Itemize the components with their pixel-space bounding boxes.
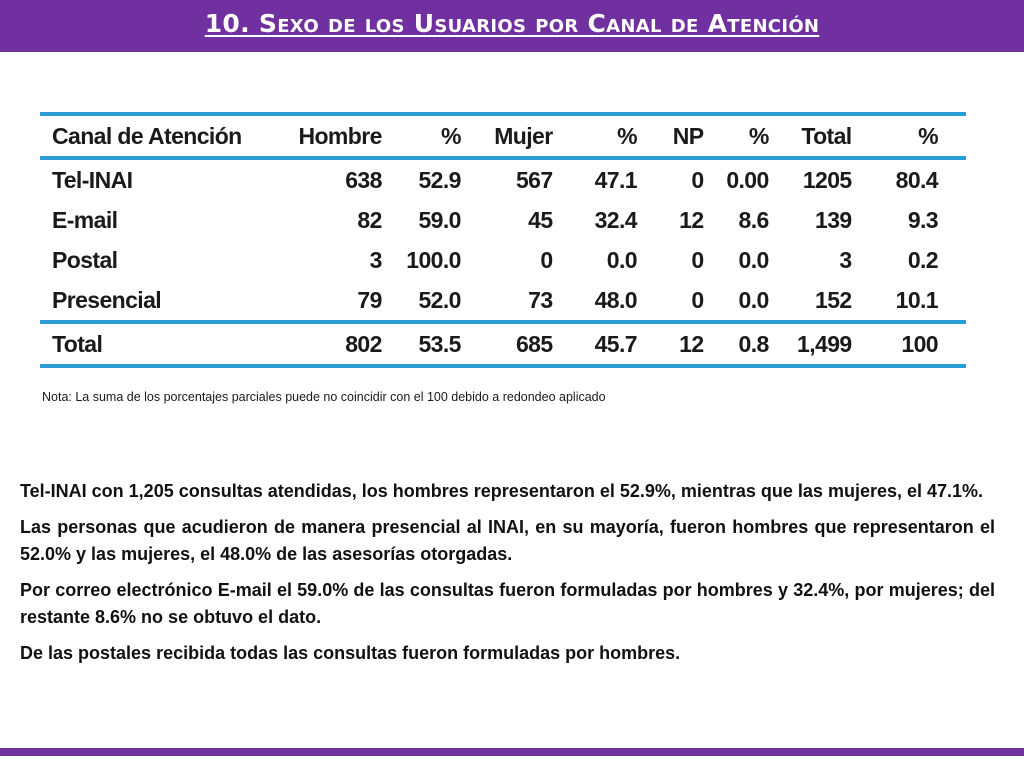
column-header: NP [637,114,704,158]
table-cell: 0.0 [738,246,769,273]
table-cell: 53.5 [382,322,461,366]
table-cell: 48.0 [594,286,637,313]
table-cell: 0 [691,246,704,273]
title-bar [0,0,1024,52]
table-cell: 0 [691,166,704,193]
table-cell: 52.0 [418,286,461,313]
table-cell: 100.0 [406,246,461,273]
table-cell: 567 [515,166,553,193]
paragraph: De las postales recibida todas las consultas fueron formuladas por hombres. [20,643,681,663]
table-cell: 52.9 [418,166,461,193]
paragraph: Tel-INAI con 1,205 consultas atendidas, los hombres representaron el 52.9%, mientras que las mujeres, el 47.1%. [20,481,984,501]
table-cell: 82 [357,206,382,233]
table-header-row [40,114,966,158]
table-cell: 45.7 [553,322,637,366]
table-cell: 3 [369,246,382,273]
table-total-row [40,322,966,366]
table-cell: 3 [839,246,852,273]
table-cell: 0.8 [704,322,769,366]
column-header: Canal de Atención [40,114,287,158]
table-cell: 1,499 [769,322,852,366]
table-cell: Presencial [52,286,162,313]
body-text [20,478,995,676]
column-header: Mujer [461,114,553,158]
data-table [40,112,966,368]
table-cell: 0.00 [726,166,769,193]
table-cell: 0.2 [907,246,938,273]
table-cell: 32.4 [594,206,637,233]
table-cell: 10.1 [895,286,938,313]
table-cell: 0 [691,286,704,313]
table-cell: 47.1 [594,166,637,193]
table-note: Nota: La suma de los porcentajes parciales puede no coincidir con el 100 debido a redondeo aplicado [42,390,606,404]
column-header: % [382,114,461,158]
column-header: % [852,114,966,158]
table-row [40,200,966,240]
table-row [40,158,966,200]
table-cell: 1205 [802,166,852,193]
table-cell: 45 [528,206,553,233]
table-cell: 0 [540,246,553,273]
table-cell: Tel-INAI [52,166,133,193]
table-cell: Total [40,322,287,366]
page-title: 10. Sexo de los Usuarios por Canal de Atención [204,9,820,38]
table-cell: 802 [287,322,382,366]
table-cell: 0.0 [738,286,769,313]
column-header: % [553,114,637,158]
table-cell: 8.6 [738,206,769,233]
table-cell: 152 [815,286,852,313]
table-row [40,280,966,322]
column-header: % [704,114,769,158]
paragraph: Las personas que acudieron de manera presencial al INAI, en su mayoría, fueron hombres que representaron el 52.0% y las mujeres, el 48.0% de las asesorías otorgadas. [20,517,995,564]
table-cell: Postal [52,246,118,273]
table-cell: 9.3 [907,206,938,233]
table-cell: 0.0 [606,246,637,273]
table-cell: 79 [357,286,382,313]
table-cell: 638 [345,166,382,193]
paragraph: Por correo electrónico E-mail el 59.0% de las consultas fueron formuladas por hombres y 32.4%, por mujeres; del restante 8.6% no se obtuvo el dato. [20,580,995,627]
table-cell: 73 [528,286,553,313]
table-cell: 12 [637,322,704,366]
table-cell: 59.0 [418,206,461,233]
table-cell: E-mail [52,206,118,233]
table-cell: 12 [679,206,704,233]
column-header: Hombre [287,114,382,158]
bottom-bar [0,748,1024,756]
table-cell: 685 [461,322,553,366]
column-header: Total [769,114,852,158]
table-cell: 139 [815,206,852,233]
table-cell: 80.4 [895,166,938,193]
table-cell: 100 [852,322,966,366]
table-row [40,240,966,280]
